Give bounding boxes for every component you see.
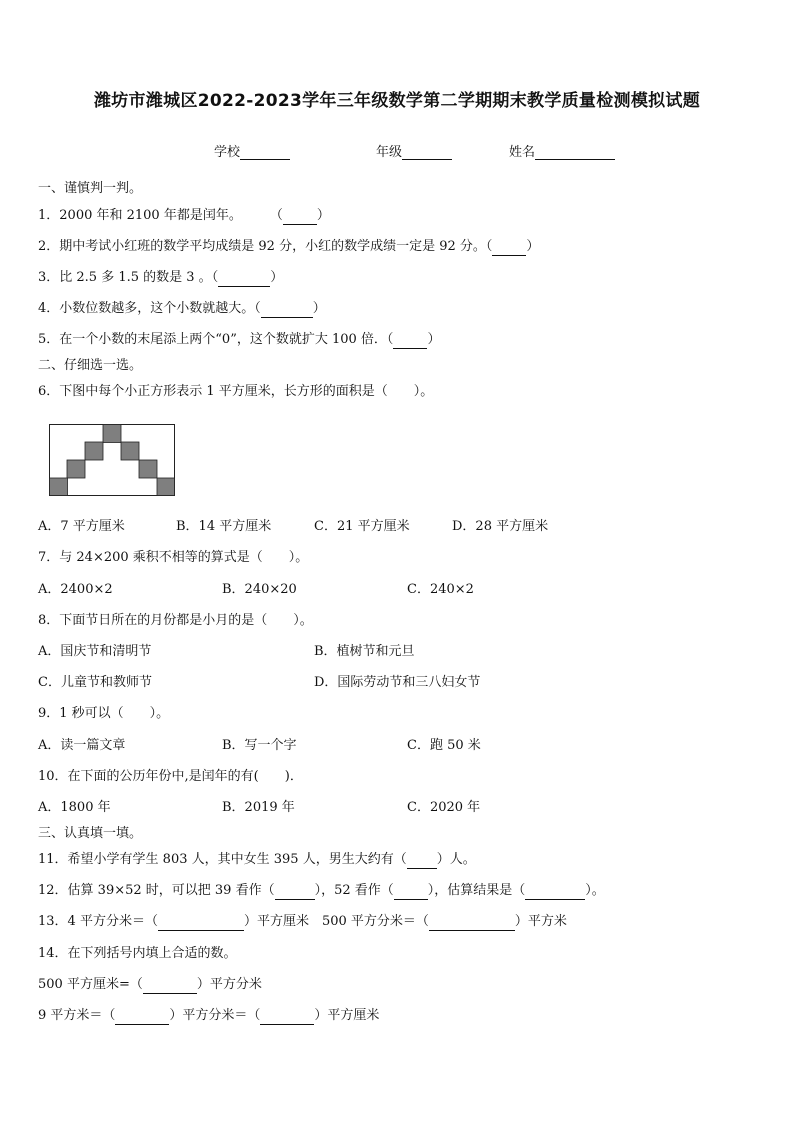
shaded-square (103, 425, 121, 443)
option-b[interactable]: B．14 平方厘米 (176, 519, 272, 534)
option-c[interactable]: C．240×2 (407, 582, 474, 597)
option-b[interactable]: B．2019 年 (222, 800, 295, 815)
section-heading: 二、仔细选一选。 (38, 358, 143, 373)
answer-blank[interactable] (275, 886, 315, 900)
question-13: 13．4 平方分米＝（ ）平方厘米 500 平方分米＝（ ）平方米 (38, 914, 567, 929)
question-3: 3．比 2.5 多 1.5 的数是 3 。（ ） (38, 270, 284, 285)
option-a[interactable]: A．1800 年 (38, 800, 111, 815)
option-a[interactable]: A．国庆节和清明节 (38, 644, 152, 659)
option-b[interactable]: B．写一个字 (222, 738, 297, 753)
school-label: 学校 (214, 145, 241, 160)
question-5: 5．在一个小数的末尾添上两个“0”，这个数就扩大 100 倍．（ ） (38, 332, 441, 347)
option-a[interactable]: A．7 平方厘米 (38, 519, 125, 534)
option-c[interactable]: C．21 平方厘米 (314, 519, 410, 534)
question-text: 2．期中考试小红班的数学平均成绩是 92 分，小红的数学成绩一定是 92 分。 (38, 239, 486, 254)
shaded-square (139, 460, 157, 478)
question-4: 4．小数位数越多，这个小数就越大。（ ） (38, 301, 326, 316)
shaded-square (67, 460, 85, 478)
question-14-line-1: 500 平方厘米=（ ）平方分米 (38, 977, 262, 992)
answer-blank[interactable] (283, 211, 317, 225)
question-text: 5．在一个小数的末尾添上两个“0”，这个数就扩大 100 倍． (38, 332, 387, 347)
name-blank[interactable] (535, 145, 615, 160)
answer-blank[interactable] (218, 273, 270, 287)
answer-blank[interactable] (115, 1011, 169, 1025)
question-1: 1．2000 年和 2100 年都是闰年。 （ ） (38, 208, 330, 223)
option-b[interactable]: B．240×20 (222, 582, 297, 597)
question-9: 9．1 秒可以（ ）。 (38, 706, 170, 721)
grade-blank[interactable] (402, 145, 452, 160)
question-12: 12．估算 39×52 时，可以把 39 看作（ ），52 看作（ ），估算结果是（ ）。 (38, 883, 605, 898)
shaded-square (157, 478, 175, 496)
staircase-figure (49, 424, 176, 497)
school-blank[interactable] (240, 145, 290, 160)
shaded-square (121, 442, 139, 460)
section-heading: 一、谨慎判一判。 (38, 181, 143, 196)
question-8: 8．下面节日所在的月份都是小月的是（ ）。 (38, 613, 313, 628)
answer-blank[interactable] (143, 980, 197, 994)
option-a[interactable]: A．读一篇文章 (38, 738, 126, 753)
question-2: 2．期中考试小红班的数学平均成绩是 92 分，小红的数学成绩一定是 92 分。（ ） (38, 239, 540, 254)
question-14: 14．在下列括号内填上合适的数。 (38, 946, 237, 961)
shaded-square (50, 478, 68, 496)
answer-blank[interactable] (158, 917, 244, 931)
option-c[interactable]: C．跑 50 米 (407, 738, 481, 753)
shaded-square (85, 442, 103, 460)
answer-blank[interactable] (407, 855, 437, 869)
answer-blank[interactable] (492, 242, 526, 256)
question-7: 7．与 24×200 乘积不相等的算式是（ ）。 (38, 550, 309, 565)
grade-label: 年级 (376, 145, 403, 160)
school-field (214, 141, 290, 160)
grade-field (376, 141, 452, 160)
option-b[interactable]: B．植树节和元旦 (314, 644, 415, 659)
option-c[interactable]: C．2020 年 (407, 800, 481, 815)
option-d[interactable]: D．28 平方厘米 (452, 519, 549, 534)
question-text: 3．比 2.5 多 1.5 的数是 3 。 (38, 270, 212, 285)
question-text: 1．2000 年和 2100 年都是闰年。 (38, 208, 242, 223)
question-11: 11．希望小学有学生 803 人，其中女生 395 人，男生大约有（ ）人。 (38, 852, 476, 867)
page-title: 潍坊市潍城区2022-2023学年三年级数学第二学期期末教学质量检测模拟试题 (93, 91, 701, 111)
question-text: 4．小数位数越多，这个小数就越大。 (38, 301, 255, 316)
question-6: 6．下图中每个小正方形表示 1 平方厘米，长方形的面积是（ ）。 (38, 384, 434, 399)
answer-blank[interactable] (261, 304, 313, 318)
answer-blank[interactable] (393, 335, 427, 349)
question-14-line-2: 9 平方米＝（ ）平方分米＝（ ）平方厘米 (38, 1008, 380, 1023)
option-a[interactable]: A．2400×2 (38, 582, 113, 597)
section-heading: 三、认真填一填。 (38, 826, 143, 841)
answer-blank[interactable] (429, 917, 515, 931)
answer-blank[interactable] (394, 886, 428, 900)
answer-blank[interactable] (525, 886, 585, 900)
answer-blank[interactable] (260, 1011, 314, 1025)
option-c[interactable]: C．儿童节和教师节 (38, 675, 152, 690)
option-d[interactable]: D．国际劳动节和三八妇女节 (314, 675, 481, 690)
name-field (509, 141, 615, 160)
question-10: 10．在下面的公历年份中,是闰年的有( )． (38, 769, 303, 784)
name-label: 姓名 (509, 145, 536, 160)
